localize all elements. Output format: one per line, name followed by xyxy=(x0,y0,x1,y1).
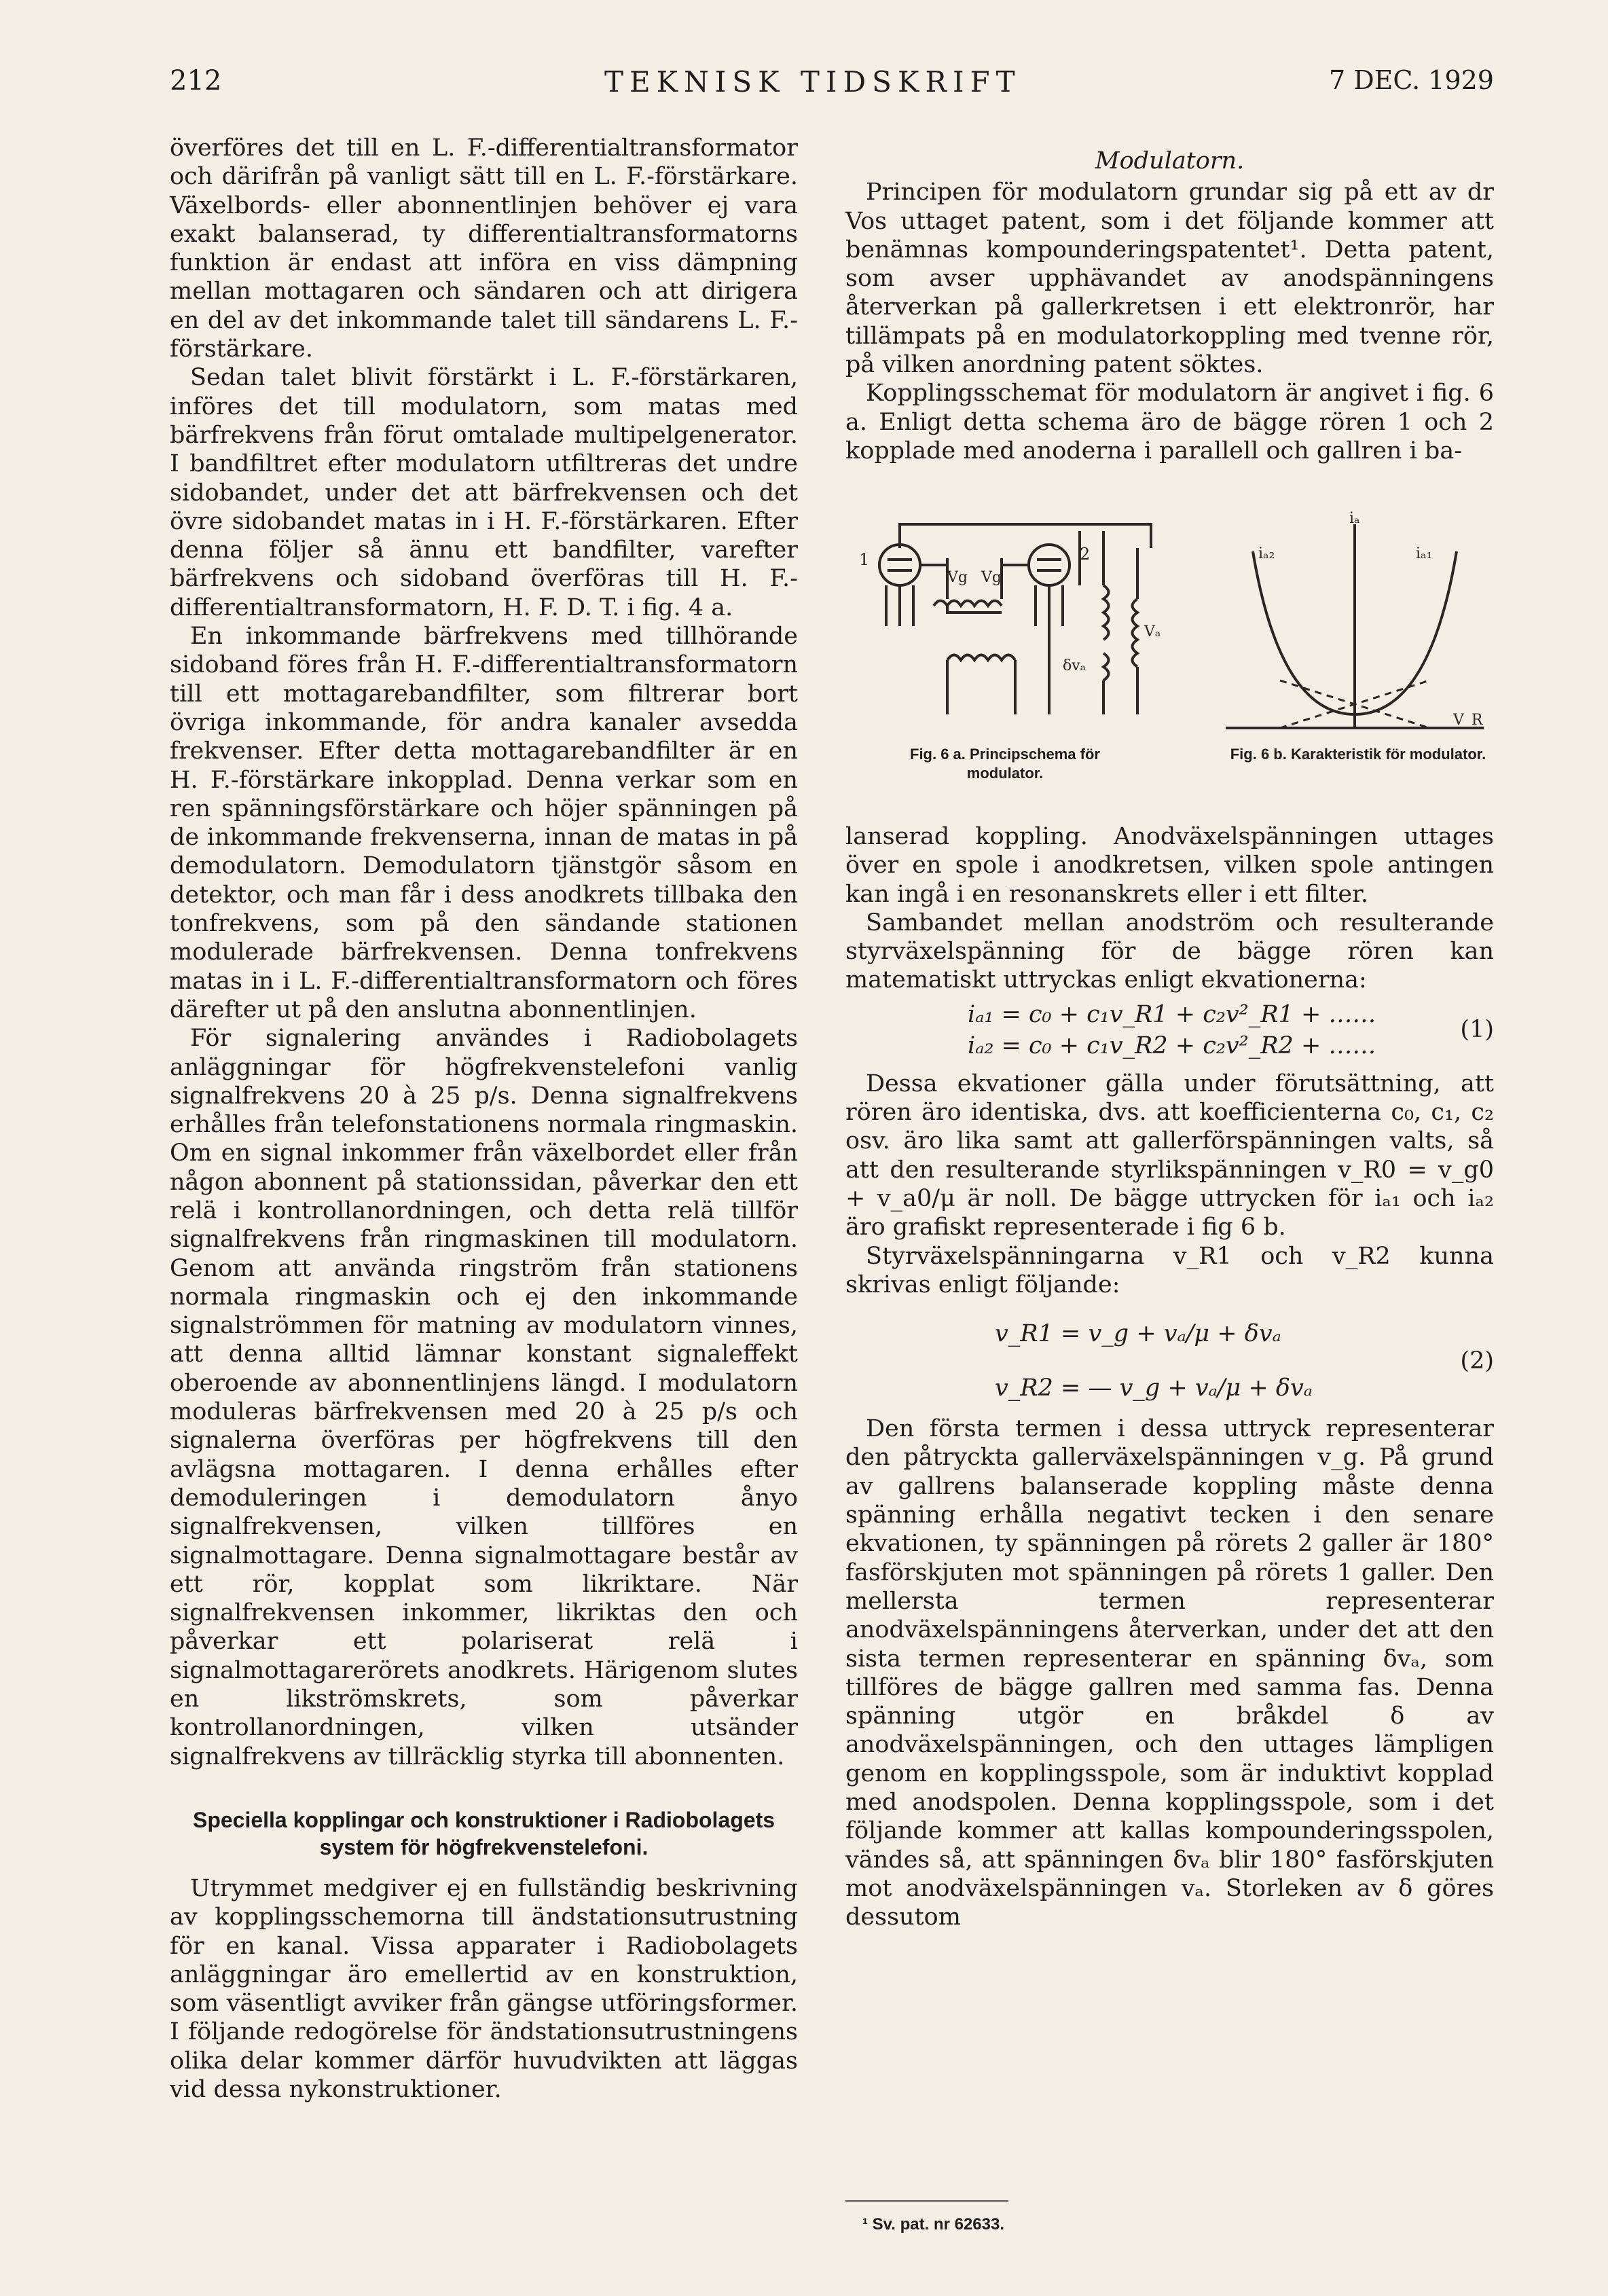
fig6b-caption: Fig. 6 b. Karakteristik för modulator. xyxy=(1230,746,1486,763)
paragraph: Utrymmet medgiver ej en fullständig beskrivning av kopplingsschemorna till ändstationsutrustning för en kanal. Vissa apparater i Radiobolagets anläggningar äro emellertid av en konstruktion, som väsentligt avviker från gängse utföringsformer. I följande redogörelse för ändstationsutrustningens olika delar kommer därför huvudvikten att läggas vid dessa nykonstruktioner. xyxy=(170,1874,798,2103)
va-label: Vₐ xyxy=(1144,623,1161,640)
right-column-bottom xyxy=(845,822,1494,1932)
vr-label: V_R xyxy=(1453,712,1483,729)
equation-2 xyxy=(845,1299,1494,1415)
equation-2-line-1: v_R1 = v_g + vₐ/μ + δvₐ xyxy=(995,1320,1281,1348)
page-header xyxy=(170,65,1494,106)
paragraph: En inkommande bärfrekvens med tillhörande sidoband föres från H. F.-differentialtransformatorn till ett mottagarebandfilter, som filtrerar bort övriga inkommande, för andra kanaler avsedda frekvenser. Efter detta mottagarebandfilter är en H. F.-förstärkare inkopplad. Denna verkar som en ren spänningsförstärkare och höjer spänningen på de inkommande frekvenserna, innan de matas in på demodulatorn. Demodulatorn tjänstgör såsom en detektor, och man får i dess anodkrets tillbaka den tonfrekvens, som på den sändande stationen modulerade bärfrekvensen. Denna tonfrekvens matas in i L. F.-differentialtransformatorn och föres därefter ut på den anslutna abonnentlinjen. xyxy=(170,623,798,1023)
equation-1 xyxy=(845,995,1494,1070)
footnote: ¹ Sv. pat. nr 62633. xyxy=(862,2215,1004,2234)
ia-label: iₐ xyxy=(1349,511,1360,527)
equation-1-line-1: iₐ₁ = c₀ + c₁v_R1 + c₂v²_R1 + …… xyxy=(968,1000,1376,1028)
vg2-label: Vg xyxy=(981,569,1002,586)
paragraph: Sambandet mellan anodström och resulterande styrväxelspänning för de bägge rören kan matematiskt uttryckas enligt ekvationerna: xyxy=(845,909,1494,994)
page-number: 212 xyxy=(170,65,222,96)
dva-label: δvₐ xyxy=(1063,657,1086,674)
right-column-top xyxy=(845,147,1494,465)
paragraph: För signalering användes i Radiobolagets anläggningar för högfrekvenstelefoni vanlig signalfrekvens 20 à 25 p/s. Denna signalfrekvens erhålles från telefonstationens normala ringmaskin. Om en signal inkommer från växelbordet eller från någon abonnent på stationssidan, påverkar den ett relä i kontrollanordningen, och detta relä tillför signalfrekvens från ringmaskinen till modulatorn. Genom att använda ringström från stationens normala ringmaskin och ej den inkommande signalströmmen för matning av modulatorn vinnes, att denna alltid lämnar konstant signaleffekt oberoende av abonnentlinjens längd. I modulatorn moduleras bärfrekvensen med 20 à 25 p/s och signalerna överföras per högfrekvens till den avlägsna mottagaren. I denna erhålles efter demoduleringen i demodulatorn ånyo signalfrekvensen, vilken tillföres en signalmottagare. Denna signalmottagare består av ett rör, kopplat som likriktare. När signalfrekvensen inkommer, likriktas den och påverkar ett polariserat relä i signalmottagarerörets anodkrets. Härigenom slutes en likströmskrets, som påverkar kontrollanordningen, vilken utsänder signalfrekvens av tillräcklig styrka till abonnenten. xyxy=(170,1025,798,1770)
paragraph: överföres det till en L. F.-differentialtransformator och därifrån på vanligt sätt till en L. F.-förstärkare. Växelbords- eller abonnentlinjen behöver ej vara exakt balanserad, ty differentialtransformatorns funktion är endast att införa en viss dämpning mellan mottagaren och sändaren och att dirigera en del av det inkommande talet till sändarens L. F.-förstärkare. xyxy=(170,134,798,363)
paragraph: Sedan talet blivit förstärkt i L. F.-förstärkaren, införes det till modulatorn, som matas med bärfrekvens från förut omtalade multipelgenerator. I bandfiltret efter modulatorn utfiltreras det undre sidobandet, under det att bärfrekvensen och det övre sidobandet matas in i H. F.-förstärkaren. Efter denna följer så ännu ett bandfilter, varefter bärfrekvens och sidoband överföras till H. F.-differentialtransformatorn, H. F. D. T. i fig. 4 a. xyxy=(170,364,798,621)
tube-1-label: 1 xyxy=(859,550,870,569)
figure-6 xyxy=(845,511,1494,796)
paragraph: Principen för modulatorn grundar sig på ett av dr Vos uttaget patent, som i det följande kommer att benämnas kompounderingspatentet¹. Detta patent, som avser upphävandet av anodspänningens återverkan på gallerkretsen i ett elektronrör, har tillämpats på en modulatorkoppling med tvenne rör, på vilken anordning patent söktes. xyxy=(845,179,1494,379)
paragraph: lanserad koppling. Anodväxelspänningen uttages över en spole i anodkretsen, vilken spole antingen kan ingå i en resonanskrets eller i ett filter. xyxy=(845,823,1494,908)
paragraph: Styrväxelspänningarna v_R1 och v_R2 kunna skrivas enligt följande: xyxy=(845,1242,1494,1298)
subsection-heading: Modulatorn. xyxy=(1095,147,1245,175)
equation-2-number: (2) xyxy=(1460,1347,1494,1375)
left-column xyxy=(170,134,798,2104)
paragraph: Den första termen i dessa uttryck representerar den påtryckta gallerväxelspänningen v_g. På grund av gallrens balanserade koppling måste denna spänning erhålla negativt tecken i den senare ekvationen, ty spänningen på rörets 2 galler är 180° fasförskjuten mot spänningen på rörets 1 galler. Den mellersta termen representerar anodväxelspänningens återverkan, under det att den sista termen representerar en spänning δvₐ, som tillföres de bägge gallren med samma fas. Denna spänning utgör en bråkdel δ av anodväxelspänningen, och den uttages lämpligen genom en kopplingsspole, som är induktivt kopplad med anodspolen. Denna kopplingsspole, som i det följande kommer att kallas kompounderingsspolen, vändes så, att spänningen δvₐ blir 180° fasförskjuten mot anodväxelspänningen vₐ. Storleken av δ göres dessutom xyxy=(845,1415,1494,1931)
tube-2-label: 2 xyxy=(1080,545,1091,564)
equation-1-number: (1) xyxy=(1460,1015,1494,1043)
fig6a-caption: Fig. 6 a. Principschema för modulator. xyxy=(910,746,1100,782)
ia1-label: iₐ₁ xyxy=(1416,545,1433,562)
equation-2-line-2: v_R2 = — v_g + vₐ/μ + δvₐ xyxy=(995,1374,1313,1402)
paragraph: Dessa ekvationer gälla under förutsättning, att rören äro identiska, dvs. att koefficienterna c₀, c₁, c₂ osv. äro lika samt att gallerförspänningen valts, så att den resulterande styrlikspänningen v_R0 = v_g0 + v_a0/μ är noll. De bägge uttrycken för iₐ₁ och iₐ₂ äro grafiskt representerade i fig 6 b. xyxy=(845,1070,1494,1241)
vg1-label: Vg xyxy=(947,569,968,586)
issue-date: 7 DEC. 1929 xyxy=(1328,65,1494,95)
journal-title: TEKNISK TIDSKRIFT xyxy=(604,65,1021,98)
paragraph: Kopplingsschemat för modulatorn är angivet i fig. 6 a. Enligt detta schema äro de bägge rören 1 och 2 kopplade med anoderna i parallell och gallren i ba- xyxy=(845,380,1494,464)
ia2-label: iₐ₂ xyxy=(1258,545,1275,562)
equation-1-line-2: iₐ₂ = c₀ + c₁v_R2 + c₂v²_R2 + …… xyxy=(968,1032,1376,1059)
section-heading: Speciella kopplingar och konstruktioner i Radiobolagets system för högfrekvenstelefoni. xyxy=(192,1807,775,1859)
footnote-rule xyxy=(845,2200,1008,2202)
